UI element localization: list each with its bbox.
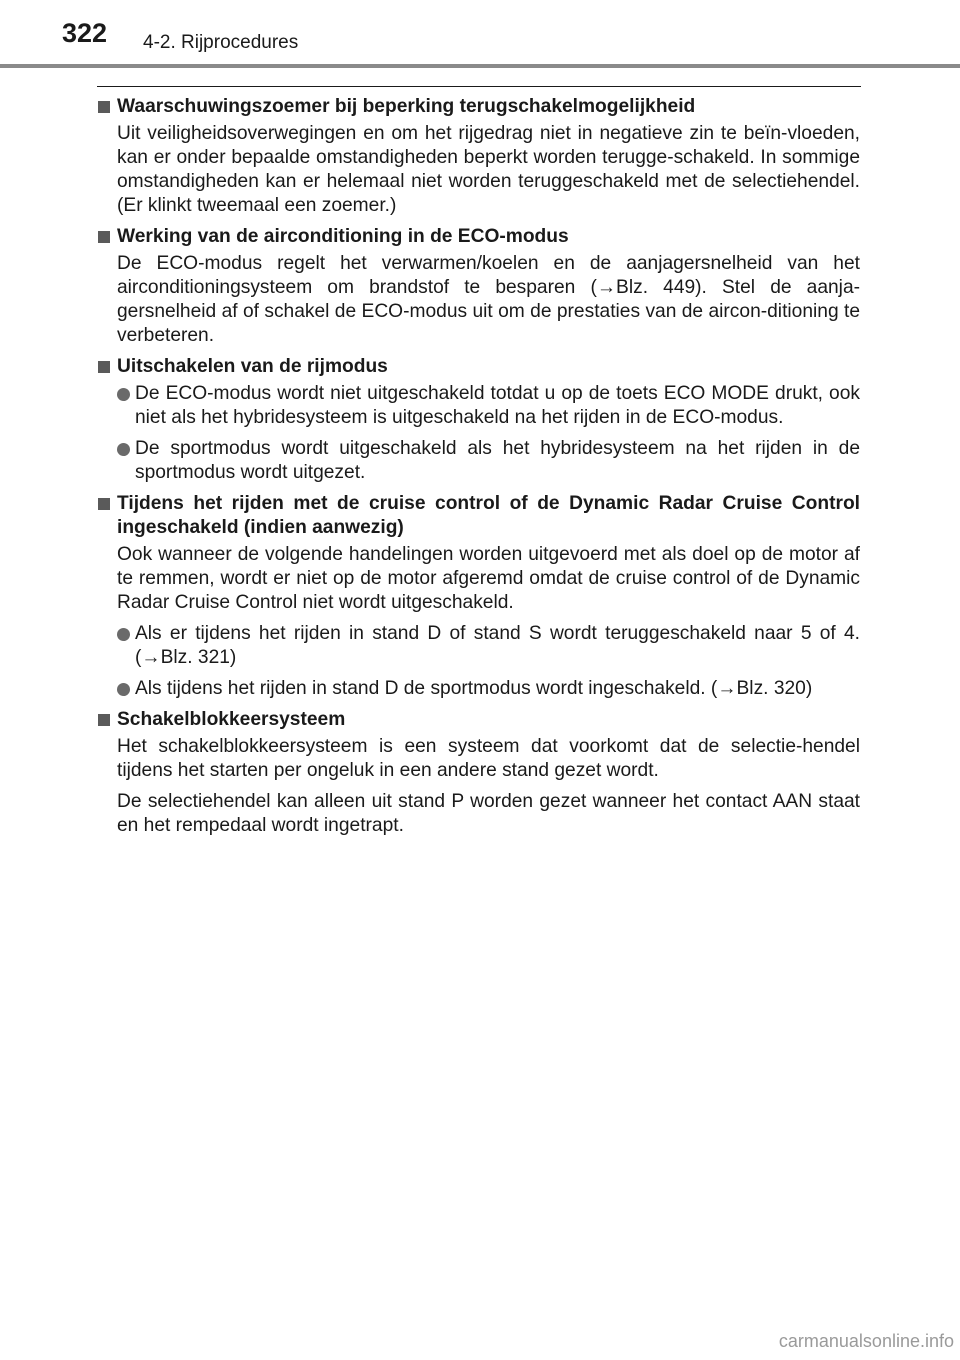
list-item — [117, 677, 860, 701]
section-eco-aircon — [97, 225, 860, 348]
square-bullet-icon — [98, 101, 110, 113]
section-title: Waarschuwingszoemer bij beperking terugschakelmogelijkheid — [117, 96, 696, 117]
page-content — [97, 95, 860, 845]
list-item — [117, 622, 860, 670]
bullet-text: Als tijdens het rijden in stand D de sportmodus wordt ingeschakeld. (→Blz. 320) — [135, 678, 813, 699]
list-item — [117, 437, 860, 485]
bullet-text: De ECO-modus wordt niet uitgeschakeld totdat u op de toets ECO MODE drukt, ook niet als het hybridesysteem is uitgeschakeld na het rijden in de ECO-modus. — [135, 383, 860, 428]
section-downshift-warning — [97, 95, 860, 218]
square-bullet-icon — [98, 361, 110, 373]
paragraph: Ook wanneer de volgende handelingen worden uitgevoerd met als doel op de motor af te remmen, wordt er niet op de motor afgeremd omdat de cruise control of de Dynamic Radar Cruise Control niet wordt uitgeschakeld. — [117, 544, 860, 613]
square-bullet-icon — [98, 231, 110, 243]
paragraph: Uit veiligheidsoverwegingen en om het rijgedrag niet in negatieve zin te beïn-vloeden, kan er onder bepaalde omstandigheden beperkt worden terugge-schakeld. In sommige omstandigheden kan er helemaal niet worden teruggeschakeld met de selectiehendel. (Er klinkt tweemaal een zoemer.) — [117, 123, 860, 216]
section-title: Tijdens het rijden met de cruise control of de Dynamic Radar Cruise Control ingeschakeld (indien aanwezig) — [117, 493, 860, 538]
round-bullet-icon — [117, 443, 130, 456]
watermark-text: carmanualsonline.info — [778, 1331, 954, 1351]
section-drive-mode-off — [97, 355, 860, 485]
section-title: Werking van de airconditioning in de ECO-modus — [117, 226, 569, 247]
paragraph: Het schakelblokkeersysteem is een systeem dat voorkomt dat de selectie-hendel tijdens het starten per ongeluk in een andere stand gezet wordt. — [117, 736, 860, 781]
list-item — [117, 382, 860, 430]
square-bullet-icon — [98, 498, 110, 510]
section-title: Schakelblokkeersysteem — [117, 709, 346, 730]
paragraph: De ECO-modus regelt het verwarmen/koelen en de aanjagersnelheid van het airconditioningsysteem om brandstof te besparen (→Blz. 449). Stel de aanja-gersnelheid af of schakel de ECO-modus uit om de prestaties van de aircon-ditioning te verbeteren. — [117, 253, 860, 346]
round-bullet-icon — [117, 388, 130, 401]
paragraph: De selectiehendel kan alleen uit stand P worden gezet wanneer het contact AAN staat en het rempedaal wordt ingetrapt. — [117, 791, 860, 836]
page-header — [0, 0, 960, 70]
header-rule — [0, 64, 960, 68]
content-top-rule — [97, 86, 861, 87]
square-bullet-icon — [98, 714, 110, 726]
chapter-title: 4-2. Rijprocedures — [143, 32, 299, 53]
bullet-text: Als er tijdens het rijden in stand D of stand S wordt teruggeschakeld naar 5 of 4. (→Blz. 321) — [135, 623, 860, 668]
section-cruise-control — [97, 492, 860, 701]
section-shift-lock — [97, 708, 860, 838]
round-bullet-icon — [117, 683, 130, 696]
page-number: 322 — [62, 18, 108, 48]
round-bullet-icon — [117, 628, 130, 641]
section-title: Uitschakelen van de rijmodus — [117, 356, 388, 377]
bullet-text: De sportmodus wordt uitgeschakeld als het hybridesysteem na het rijden in de sportmodus wordt uitgezet. — [135, 438, 860, 483]
